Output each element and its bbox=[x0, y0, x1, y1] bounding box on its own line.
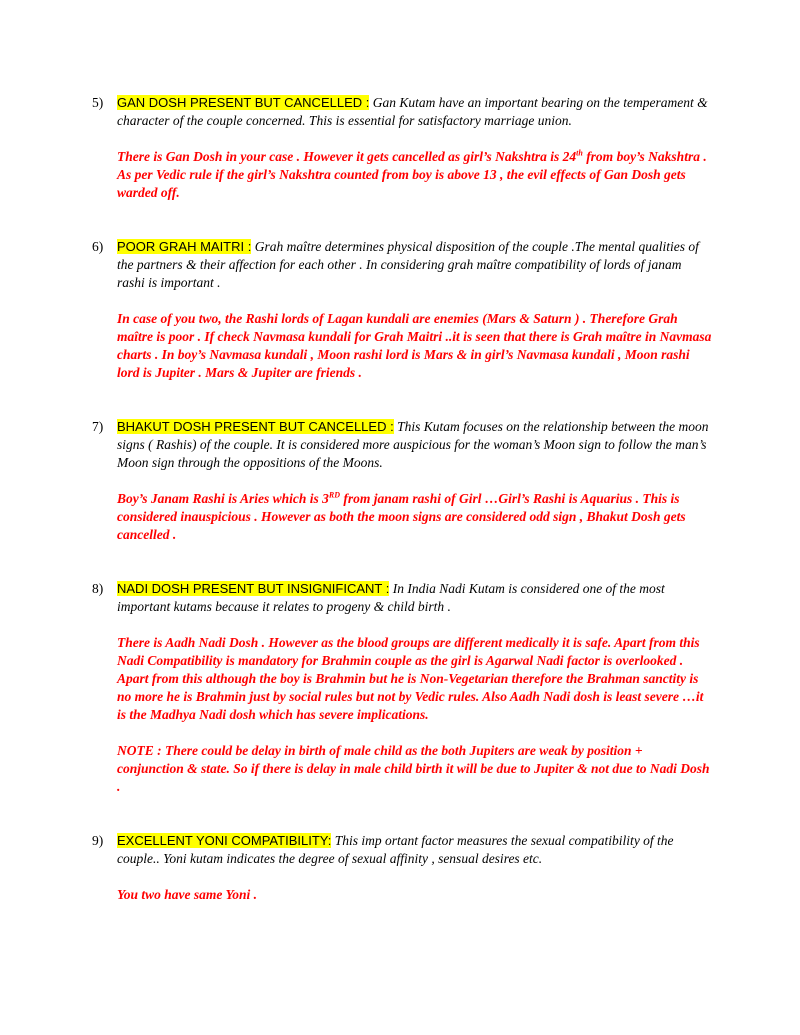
section-details: In case of you two, the Rashi lords of Lagan kundali are enemies (Mars & Saturn ) . Therefore Grah maître is poor . If check Navmasa kundali for Grah Maitri ..it is seen that there is Grah maître in Navmasa charts . In boy’s Navmasa kundali , Moon rashi lord is Mars & in girl’s Navmasa kundali , Moon rashi lord is Jupiter . Mars & Jupiter are friends . bbox=[117, 311, 712, 380]
section-intro bbox=[117, 580, 712, 616]
section-heading: BHAKUT DOSH PRESENT BUT CANCELLED : bbox=[117, 419, 394, 434]
section-number: 8) bbox=[92, 581, 104, 596]
section-intro bbox=[117, 94, 712, 130]
section-nadi-dosh bbox=[92, 580, 712, 796]
section-heading: GAN DOSH PRESENT BUT CANCELLED : bbox=[117, 95, 370, 110]
section-number: 5) bbox=[92, 95, 104, 110]
section-gan-dosh bbox=[92, 94, 712, 202]
section-intro-text: Gan Kutam have an important bearing on the temperament & character of the couple concerned. This is essential for satisfactory marriage union. bbox=[117, 95, 708, 128]
section-details: You two have same Yoni . bbox=[117, 887, 258, 902]
section-intro bbox=[117, 418, 712, 472]
details-text: Boy’s Janam Rashi is Aries which is 3 bbox=[117, 491, 329, 506]
section-intro bbox=[117, 832, 712, 868]
section-intro-text: This imp ortant factor measures the sexual compatibility of the couple.. Yoni kutam indicates the degree of sexual affinity , sensual desires etc. bbox=[117, 833, 674, 866]
section-details: There is Aadh Nadi Dosh . However as the blood groups are different medically it is safe. Apart from this Nadi Compatibility is mandatory for Brahmin couple as the girl is Agarwal Nadi factor is overlooked . Apart from this although the boy is Brahmin but he is Non-Vegetarian therefore the Brahman sanctity is no more he is Brahmin just by social rules but not by Vedic rules. Also Aadh Nadi dosh is least severe …it is the Madhya Nadi dosh which has severe implications. bbox=[117, 635, 704, 722]
section-details bbox=[117, 490, 712, 544]
details-text: There is Gan Dosh in your case . However it gets cancelled as girl’s Nakshtra is 24 bbox=[117, 149, 577, 164]
section-intro-text: Grah maître determines physical disposition of the couple .The mental qualities of the partners & their affection for each other . In considering grah maître compatibility of lords of janam rashi is important . bbox=[117, 239, 699, 290]
section-heading: EXCELLENT YONI COMPATIBILITY: bbox=[117, 833, 332, 848]
section-bhakut-dosh bbox=[92, 418, 712, 544]
section-heading: POOR GRAH MAITRI : bbox=[117, 239, 252, 254]
section-intro-text: In India Nadi Kutam is considered one of the most important kutams because it relates to progeny & child birth . bbox=[117, 581, 665, 614]
section-number: 9) bbox=[92, 833, 104, 848]
section-details bbox=[117, 148, 712, 202]
section-heading: NADI DOSH PRESENT BUT INSIGNIFICANT : bbox=[117, 581, 390, 596]
section-note: NOTE : There could be delay in birth of male child as the both Jupiters are weak by position + conjunction & state. So if there is delay in male child birth it will be due to Jupiter & not due to Nadi Dosh . bbox=[117, 743, 710, 794]
section-number: 7) bbox=[92, 419, 104, 434]
superscript: th bbox=[576, 148, 583, 158]
section-grah-maitri bbox=[92, 238, 712, 382]
details-text: from janam rashi of Girl …Girl’s Rashi is Aquarius . This is considered inauspicious . However as both the moon signs are considered odd sign , Bhakut Dosh gets cancelled . bbox=[117, 491, 686, 542]
details-text: from boy’s Nakshtra . As per Vedic rule if the girl’s Nakshtra counted from boy is above 13 , the evil effects of Gan Dosh gets warded off. bbox=[117, 149, 707, 200]
superscript: RD bbox=[328, 490, 341, 500]
section-intro-text: This Kutam focuses on the relationship between the moon signs ( Rashis) of the couple. It is considered more auspicious for the woman’s Moon sign to follow the man’s Moon sign through the oppositions of the Moons. bbox=[117, 419, 709, 470]
section-yoni bbox=[92, 832, 712, 904]
section-number: 6) bbox=[92, 239, 104, 254]
section-intro bbox=[117, 238, 712, 292]
